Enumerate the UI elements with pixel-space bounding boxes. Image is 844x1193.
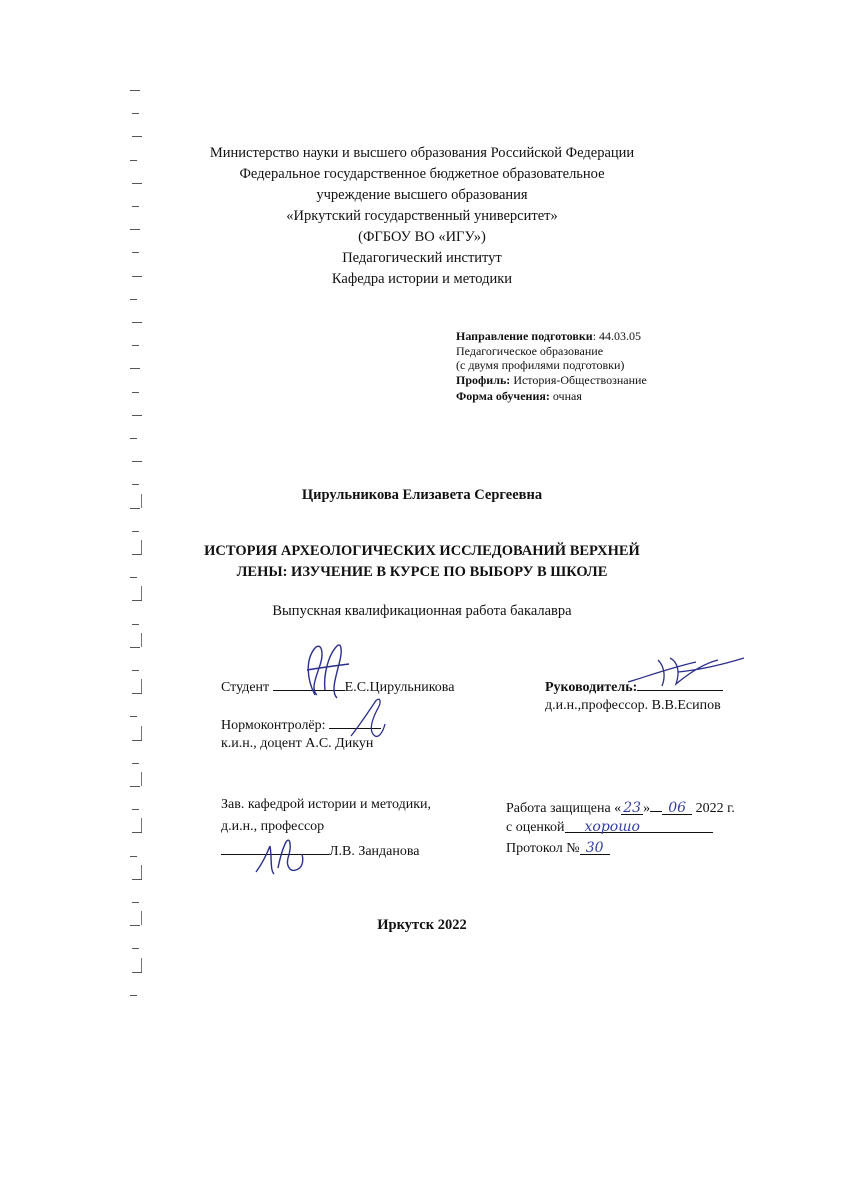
margin-tick: [130, 716, 137, 717]
margin-tick: [130, 299, 137, 300]
direction-name: Педагогическое образование: [456, 343, 604, 358]
city-year: Иркутск 2022: [377, 917, 467, 933]
margin-tick: [141, 586, 142, 600]
direction-profiles-note: (с двумя профилями подготовки): [456, 358, 625, 372]
defended-line: [506, 797, 735, 817]
study-form-value: очная: [549, 389, 582, 403]
thesis-title: [0, 541, 844, 583]
head-label: Зав. кафедрой истории и методики,: [221, 797, 431, 812]
margin-tick: [132, 670, 139, 671]
defended-gap-line: [650, 797, 662, 812]
direction-value: : 44.03.05: [592, 329, 642, 343]
department-name: Кафедра истории и методики: [331, 271, 513, 287]
defended-prefix: Работа защищена «: [506, 801, 622, 816]
margin-tick: [132, 322, 142, 323]
margin-tick: [130, 647, 140, 648]
margin-tick: [141, 726, 142, 740]
margin-tick: [130, 995, 137, 996]
margin-tick: [132, 948, 139, 949]
defended-day: 23: [621, 800, 643, 815]
margin-tick: [132, 693, 142, 694]
margin-tick: [130, 856, 137, 857]
margin-tick: [132, 113, 139, 114]
margin-tick: [132, 136, 142, 137]
margin-tick: [132, 763, 139, 764]
margin-tick: [130, 786, 140, 787]
profile-line: [456, 373, 647, 388]
direction-label: Направление подготовки: [456, 329, 593, 343]
study-form-line: [456, 389, 647, 404]
margin-tick: [130, 508, 140, 509]
supervisor-signature: [618, 650, 748, 692]
protocol-label: Протокол №: [506, 841, 580, 856]
normcontrol-label: Нормоконтролёр:: [221, 718, 326, 733]
defended-month: 06: [662, 800, 692, 815]
profile-value: История-Обществознание: [510, 372, 647, 387]
margin-tick: [130, 368, 140, 369]
defended-mid: »: [643, 801, 651, 816]
margin-tick: [132, 415, 142, 416]
margin-tick: [132, 484, 139, 485]
margin-tick: [132, 531, 139, 532]
work-type: Выпускная квалификационная работа бакалавра: [272, 603, 572, 619]
thesis-title-line1: ИСТОРИЯ АРХЕОЛОГИЧЕСКИХ ИССЛЕДОВАНИЙ ВЕРХНЕЙ: [204, 543, 640, 559]
margin-tick: [132, 832, 142, 833]
direction-line: [456, 329, 647, 344]
head-title: д.и.н., профессор: [221, 819, 325, 834]
margin-tick: [132, 600, 142, 601]
margin-tick: [132, 345, 139, 346]
specialty-block: [456, 329, 647, 404]
profile-label: Профиль:: [456, 372, 511, 387]
protocol-line: [506, 840, 610, 857]
grade-line: [506, 819, 713, 836]
university-abbr: (ФГБОУ ВО «ИГУ»): [358, 229, 486, 245]
thesis-title-line2: ЛЕНЫ: ИЗУЧЕНИЕ В КУРСЕ ПО ВЫБОРУ В ШКОЛЕ: [236, 564, 608, 580]
institute-name: Педагогический институт: [342, 250, 502, 266]
margin-tick: [132, 902, 139, 903]
study-form-label: Форма обучения:: [456, 389, 550, 403]
supervisor-label: Руководитель:: [545, 680, 638, 695]
normcontrol-name: к.и.н., доцент А.С. Дикун: [221, 736, 374, 751]
margin-tick: [132, 392, 139, 393]
margin-tick: [132, 972, 142, 973]
protocol-value: 30: [580, 840, 610, 855]
margin-tick: [141, 679, 142, 693]
margin-tick: [132, 879, 142, 880]
margin-tick: [141, 958, 142, 972]
margin-tick: [132, 809, 139, 810]
margin-tick: [141, 633, 142, 647]
margin-tick: [130, 438, 137, 439]
university-name: «Иркутский государственный университет»: [286, 208, 558, 224]
supervisor-name: д.и.н.,профессор. В.В.Есипов: [545, 698, 721, 713]
institution-type-line: Федеральное государственное бюджетное образовательное: [239, 166, 605, 182]
head-signature: [250, 828, 310, 880]
grade-value: хорошо: [565, 819, 713, 833]
margin-tick: [130, 90, 140, 91]
margin-tick: [141, 865, 142, 879]
institution-level-line: учреждение высшего образования: [316, 187, 528, 203]
margin-tick: [132, 461, 142, 462]
student-name: Е.С.Цирульникова: [344, 680, 455, 695]
margin-tick: [132, 740, 142, 741]
margin-tick: [132, 624, 139, 625]
margin-tick: [141, 818, 142, 832]
author-name: Цирульникова Елизавета Сергеевна: [301, 487, 543, 503]
student-label: Студент: [221, 680, 270, 695]
grade-label: с оценкой: [506, 820, 565, 835]
margin-tick: [141, 772, 142, 786]
defended-year: 2022 г.: [695, 801, 735, 816]
ministry-line: Министерство науки и высшего образования Российской Федерации: [209, 145, 635, 161]
head-name: Л.В. Занданова: [329, 844, 420, 859]
